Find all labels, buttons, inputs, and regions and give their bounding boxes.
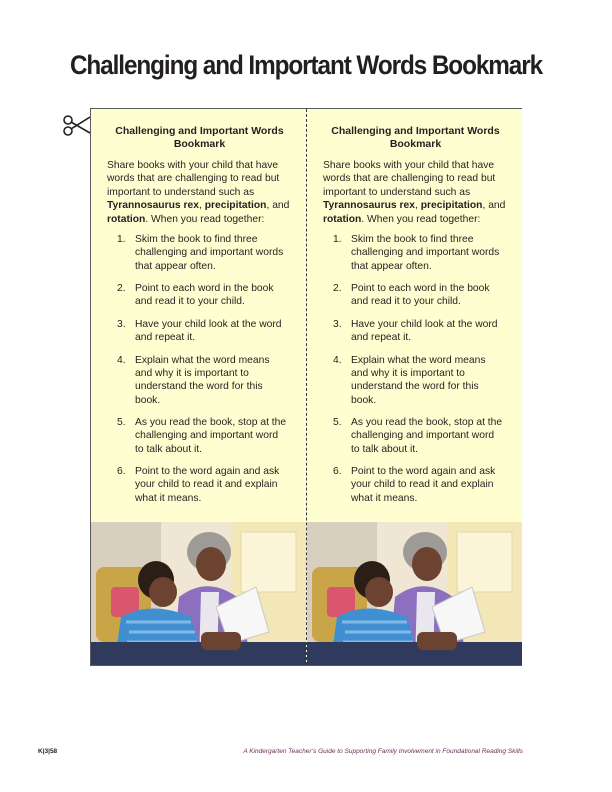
bookmark-intro: Share books with your child that have words that are challenging to read but important to understand such as Tyrannosaurus rex, precipitation, and rotation. When you read together: (107, 160, 290, 225)
steps-list (323, 233, 508, 505)
list-item: 2. Point to each word in the book and read it to your child. (117, 283, 274, 308)
list-item: 5. As you read the book, stop at the challenging and important word to talk about it. (117, 417, 287, 455)
page-title: Challenging and Important Words Bookmark (69, 50, 543, 80)
list-item: 2. Point to each word in the book and read it to your child. (333, 283, 490, 308)
example-word: rotation (107, 213, 146, 225)
list-item: 3. Have your child look at the word and repeat it. (333, 318, 498, 344)
example-word: Tyrannosaurus rex (107, 200, 199, 212)
bookmark-title: Challenging and Important Words Bookmark (115, 125, 284, 150)
list-item: 6. Point to the word again and ask your child to read it and explain what it means. (333, 466, 496, 504)
steps-list (107, 233, 292, 505)
bookmark-title: Challenging and Important Words Bookmark (331, 125, 500, 150)
page-number: K|3|58 (38, 748, 58, 755)
reading-photo (91, 522, 306, 665)
example-word: Tyrannosaurus rex (323, 200, 415, 212)
bookmark-sheet (90, 108, 522, 666)
bookmark-left (91, 109, 306, 522)
list-item: 1. Skim the book to find three challenging and important words that appear often. (117, 234, 284, 272)
example-word: rotation (323, 213, 362, 225)
list-item: 4. Explain what the word means and why it is important to understand the word for this book. (117, 354, 270, 406)
list-item: 6. Point to the word again and ask your child to read it and explain what it means. (117, 466, 280, 504)
bookmark-right (307, 109, 522, 522)
list-item: 4. Explain what the word means and why it is important to understand the word for this book. (333, 354, 486, 406)
example-word: precipitation (204, 200, 267, 212)
list-item: 3. Have your child look at the word and repeat it. (117, 318, 282, 344)
list-item: 1. Skim the book to find three challenging and important words that appear often. (333, 234, 500, 272)
bookmark-intro: Share books with your child that have words that are challenging to read but important to understand such as Tyrannosaurus rex, precipitation, and rotation. When you read together: (323, 160, 506, 225)
footer-guide-title: A Kindergarten Teacher’s Guide to Supporting Family Involvement in Foundational Reading Skills (243, 748, 523, 755)
scissors-icon (62, 112, 92, 138)
cut-line (306, 109, 307, 665)
list-item: 5. As you read the book, stop at the challenging and important word to talk about it. (333, 417, 503, 455)
reading-photo (307, 522, 522, 665)
example-word: precipitation (420, 200, 483, 212)
